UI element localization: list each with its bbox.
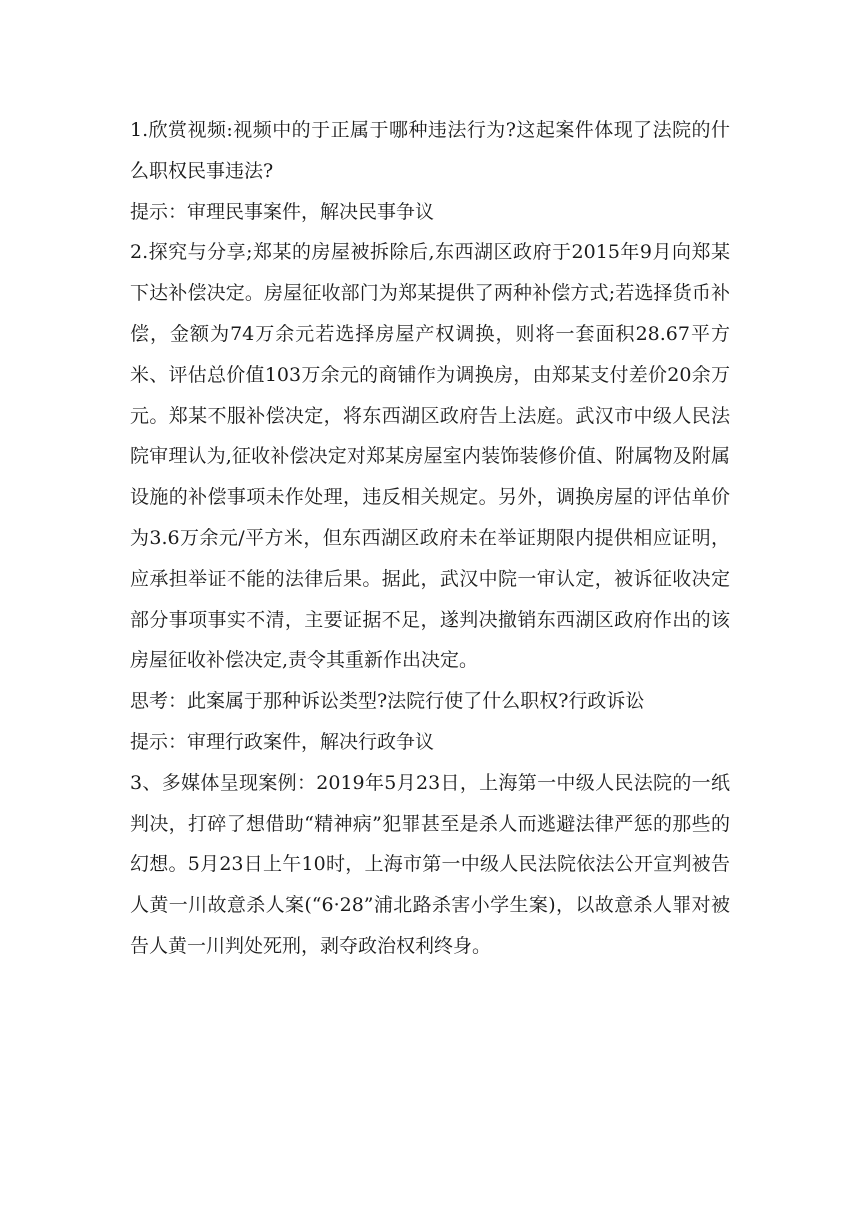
document-body <box>130 110 730 967</box>
paragraph-explore-case: 2.探究与分享;郑某的房屋被拆除后,东西湖区政府于2015年9月向郑某下达补偿决定。房屋征收部门为郑某提供了两种补偿方式;若选择货币补偿，金额为74万余元若选择房屋产权调换，则将一套面积28.67平方米、评估总价值103万余元的商铺作为调换房，由郑某支付差价20余万元。郑某不服补偿决定，将东西湖区政府告上法庭。武汉市中级人民法院审理认为,征收补偿决定对郑某房屋室内装饰装修价值、附属物及附属设施的补偿事项未作处理，违反相关规定。另外，调换房屋的评估单价为3.6万余元/平方米，但东西湖区政府未在举证期限内提供相应证明，应承担举证不能的法律后果。据此，武汉中院一审认定，被诉征收决定部分事项事实不清，主要证据不足，遂判决撤销东西湖区政府作出的该房屋征收补偿决定,责令其重新作出决定。 <box>130 241 730 672</box>
paragraph-multimedia-case: 3、多媒体呈现案例：2019年5月23日，上海第一中级人民法院的一纸判决，打碎了想借助“精神病”犯罪甚至是杀人而逃避法律严惩的那些的幻想。5月23日上午10时，上海市第一中级人民法院依法公开宣判被告人黄一川故意杀人案(“6·28”浦北路杀害小学生案)，以故意杀人罪对被告人黄一川判处死刑，剥夺政治权利终身。 <box>130 771 730 957</box>
paragraph-hint-civil: 提示：审理民事案件，解决民事争议 <box>130 200 435 223</box>
paragraph-think-question: 思考：此案属于那种诉讼类型?法院行使了什么职权?行政诉讼 <box>130 690 645 713</box>
paragraph-hint-administrative: 提示：审理行政案件，解决行政争议 <box>130 730 435 753</box>
paragraph-video-question: 1.欣赏视频:视频中的于正属于哪种违法行为?这起案件体现了法院的什么职权民事违法? <box>130 119 730 182</box>
